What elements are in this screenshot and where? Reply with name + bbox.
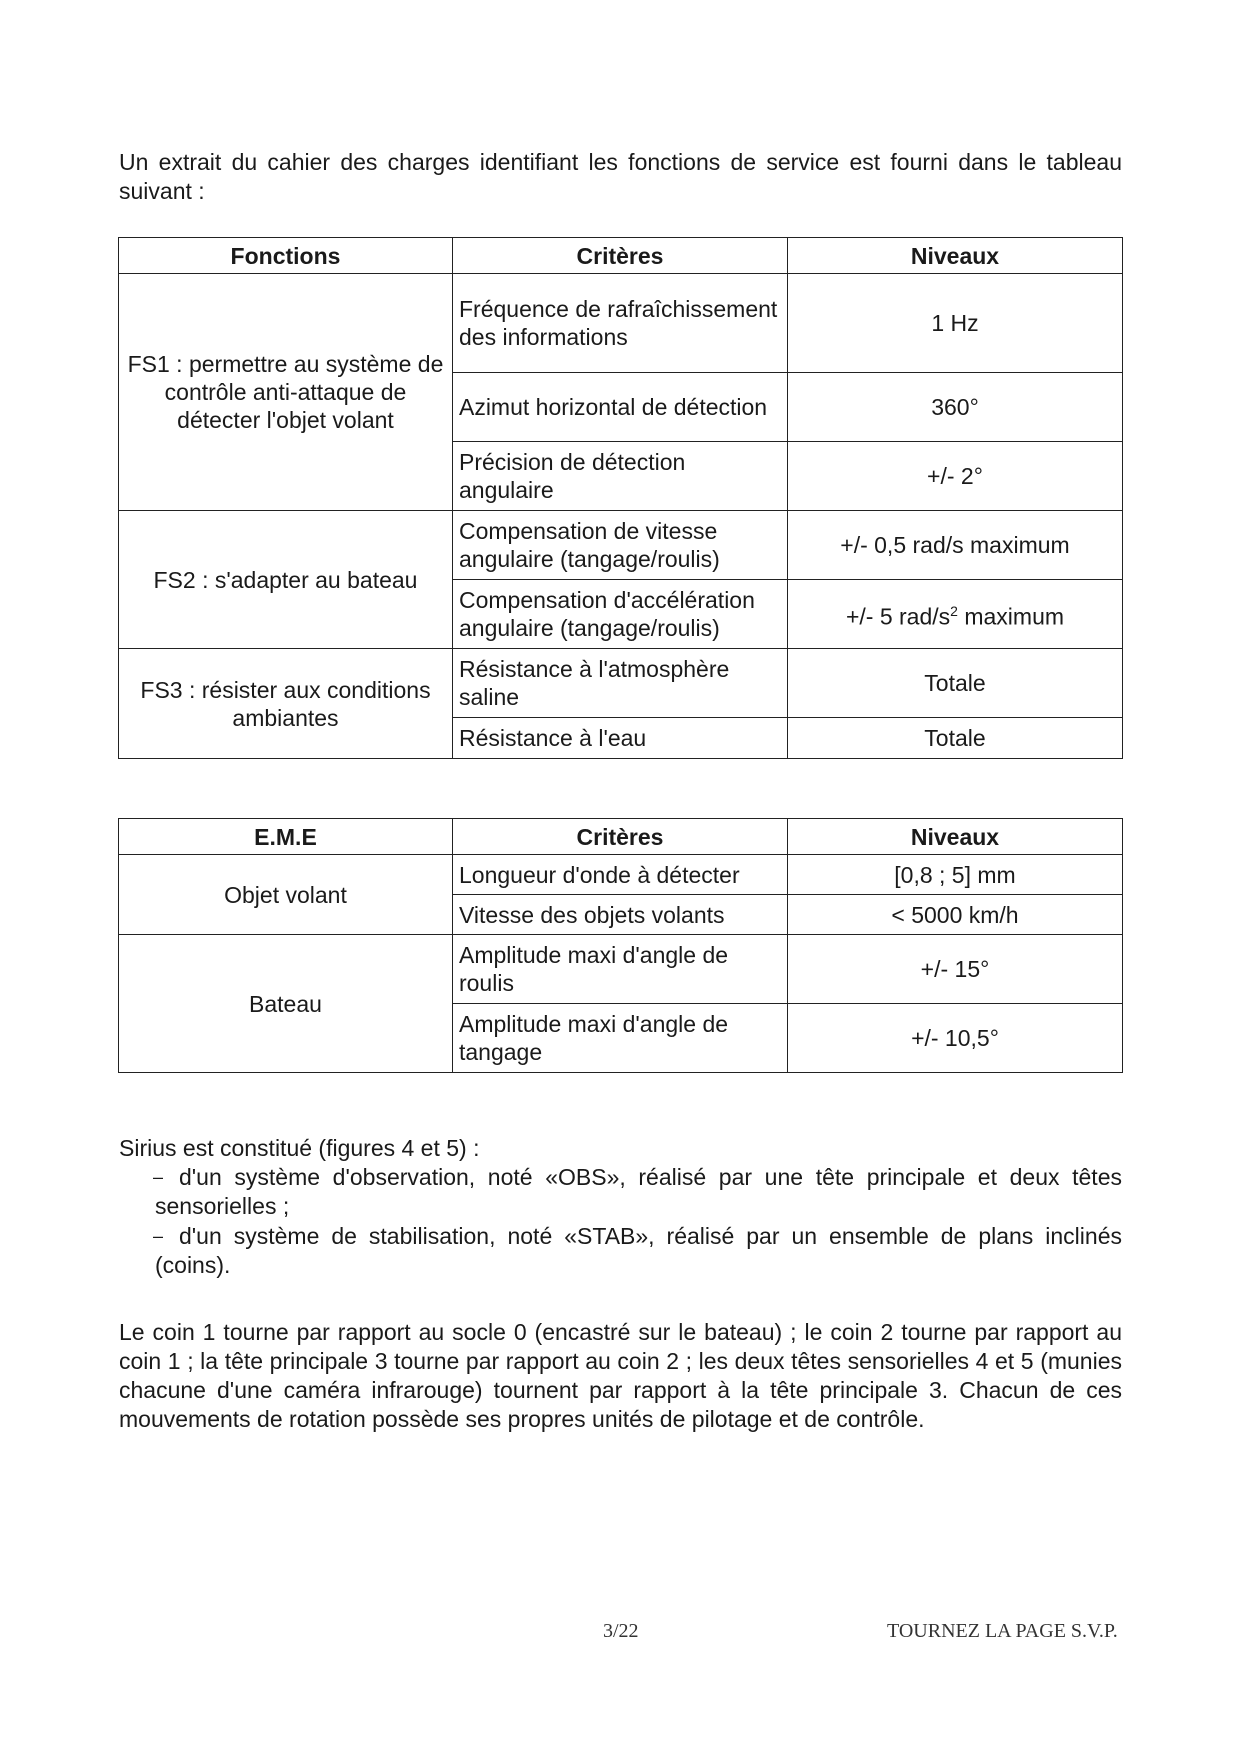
level-cell: +/- 0,5 rad/s maximum	[787, 511, 1122, 580]
level-cell: < 5000 km/h	[787, 895, 1122, 935]
level-unit-suffix: maximum	[957, 603, 1065, 630]
criterion-cell: Précision de détection angulaire	[452, 442, 787, 511]
table-header-row	[119, 238, 1123, 274]
list-item-text: d'un système d'observation, noté «OBS», réalisé par une tête principale et deux têtes sensorielles ;	[155, 1164, 1122, 1219]
list-item	[155, 1163, 1122, 1221]
criterion-cell: Amplitude maxi d'angle de tangage	[452, 1004, 787, 1073]
level-value: +/- 5 rad/s	[845, 603, 951, 630]
table-header-row	[119, 819, 1123, 855]
table-row	[119, 649, 1123, 718]
level-cell: 1 Hz	[787, 274, 1122, 373]
description-paragraph: Le coin 1 tourne par rapport au socle 0 (encastré sur le bateau) ; le coin 2 tourne par rapport au coin 1 ; la tête principale 3 tourne par rapport au coin 2 ; les deux têtes sensorielles 4 et 5 (munies chacune d'une caméra infrarouge) tournent par rapport à la tête principale 3. Chacun de ces mouvements de rotation possède ses propres unités de pilotage et de contrôle.	[119, 1319, 1122, 1432]
composition-list	[155, 1163, 1122, 1281]
functions-table	[118, 237, 1123, 759]
level-cell: [0,8 ; 5] mm	[787, 855, 1122, 895]
header-niveaux: Niveaux	[787, 238, 1122, 274]
table-row	[119, 274, 1123, 373]
header-fonctions: Fonctions	[119, 238, 453, 274]
list-item-text: d'un système de stabilisation, noté «STAB», réalisé par un ensemble de plans inclinés (coins).	[155, 1223, 1122, 1278]
criterion-cell: Vitesse des objets volants	[452, 895, 787, 935]
criterion-cell: Longueur d'onde à détecter	[452, 855, 787, 895]
intro-paragraph: Un extrait du cahier des charges identifiant les fonctions de service est fourni dans le tableau suivant :	[119, 149, 1122, 204]
list-item	[155, 1222, 1122, 1280]
level-cell: Totale	[787, 649, 1122, 718]
table-row	[119, 855, 1123, 895]
criterion-cell: Résistance à l'atmosphère saline	[452, 649, 787, 718]
criterion-cell: Azimut horizontal de détection	[452, 373, 787, 442]
level-exponent: 2	[950, 603, 958, 620]
header-eme: E.M.E	[119, 819, 453, 855]
header-criteres: Critères	[452, 238, 787, 274]
turn-page-note: TOURNEZ LA PAGE S.V.P.	[887, 1620, 1118, 1642]
criterion-cell: Résistance à l'eau	[452, 718, 787, 759]
table-row	[119, 511, 1123, 580]
eme-bateau: Bateau	[119, 935, 453, 1073]
function-fs1: FS1 : permettre au système de contrôle anti-attaque de détecter l'objet volant	[119, 274, 453, 511]
table-row	[119, 935, 1123, 1004]
page-number: 3/22	[603, 1620, 639, 1642]
level-cell: Totale	[787, 718, 1122, 759]
header-niveaux: Niveaux	[787, 819, 1122, 855]
level-cell: +/- 10,5°	[787, 1004, 1122, 1073]
criterion-cell: Compensation de vitesse angulaire (tangage/roulis)	[452, 511, 787, 580]
criterion-cell: Fréquence de rafraîchissement des informations	[452, 274, 787, 373]
level-cell	[787, 580, 1122, 649]
eme-table	[118, 818, 1123, 1073]
level-cell: +/- 15°	[787, 935, 1122, 1004]
criterion-cell: Compensation d'accélération angulaire (tangage/roulis)	[452, 580, 787, 649]
function-fs2: FS2 : s'adapter au bateau	[119, 511, 453, 649]
function-fs3: FS3 : résister aux conditions ambiantes	[119, 649, 453, 759]
level-cell: 360°	[787, 373, 1122, 442]
level-cell: +/- 2°	[787, 442, 1122, 511]
eme-objet-volant: Objet volant	[119, 855, 453, 935]
criterion-cell: Amplitude maxi d'angle de roulis	[452, 935, 787, 1004]
header-criteres: Critères	[452, 819, 787, 855]
sirius-intro: Sirius est constitué (figures 4 et 5) :	[119, 1135, 480, 1161]
dash-bullet: –	[153, 1167, 164, 1187]
dash-bullet: –	[153, 1226, 164, 1246]
